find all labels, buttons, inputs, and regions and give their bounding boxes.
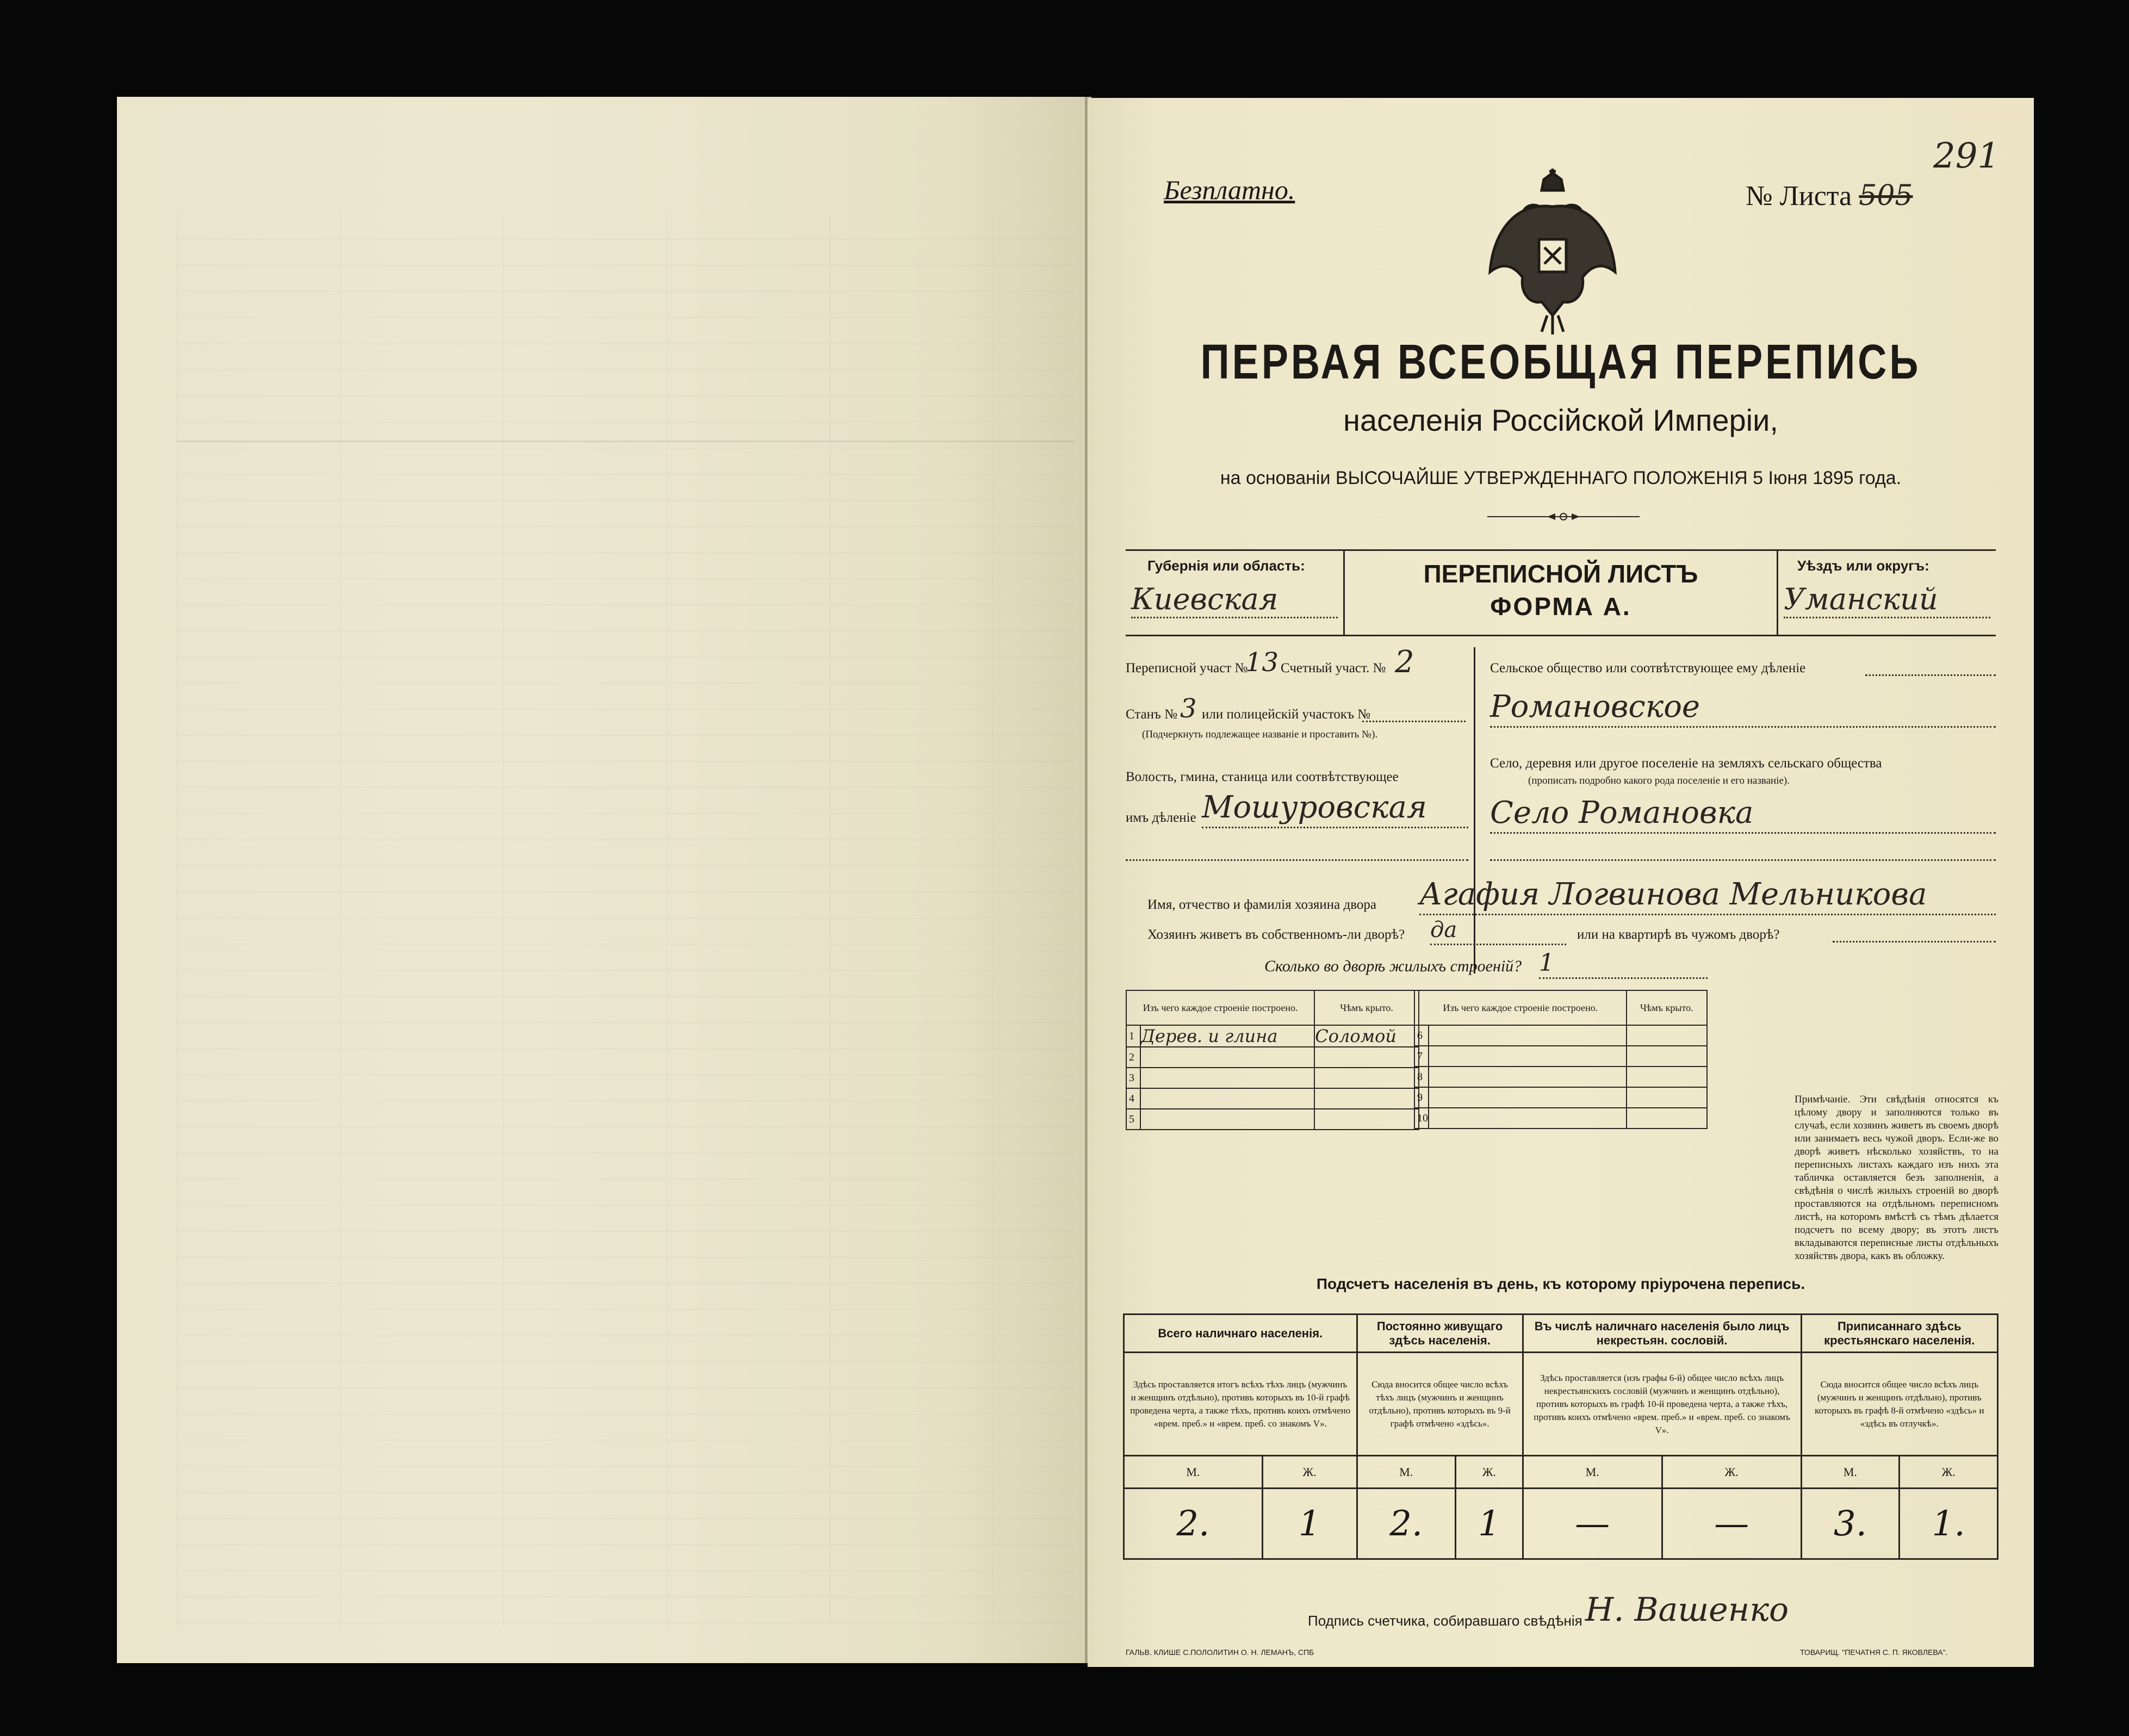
structure-row xyxy=(1414,1025,1707,1046)
structure-row xyxy=(1414,1108,1707,1129)
structure-material xyxy=(1140,1088,1314,1109)
female-label: Ж. xyxy=(1455,1456,1523,1489)
structure-roof xyxy=(1627,1046,1707,1067)
female-count: — xyxy=(1662,1489,1801,1559)
structure-roof xyxy=(1627,1108,1707,1129)
province-label: Губернія или область: xyxy=(1147,557,1305,574)
sheet-number-old: 505 xyxy=(1859,179,1913,212)
stan-label: Станъ № xyxy=(1126,707,1178,722)
structure-roof xyxy=(1627,1025,1707,1046)
signature-value: Н. Вашенко xyxy=(1585,1591,1789,1629)
structure-row xyxy=(1126,1088,1419,1109)
structure-row-number: 6 xyxy=(1414,1025,1429,1046)
own-yard-value: да xyxy=(1430,916,1566,945)
structure-material: Дерев. и глина xyxy=(1140,1025,1314,1047)
left-page xyxy=(117,97,1085,1663)
female-label: Ж. xyxy=(1262,1456,1357,1489)
structure-row-number: 9 xyxy=(1414,1087,1429,1108)
village-note: (прописать подробно какого рода поселеніе и его названіе). xyxy=(1528,775,1790,786)
structure-material xyxy=(1429,1108,1627,1129)
form-basis: на основаніи ВЫСОЧАЙШЕ УТВЕРЖДЕННАГО ПОЛОЖЕНІЯ 5 Іюня 1895 года. xyxy=(1220,468,1902,488)
structure-roof xyxy=(1314,1047,1419,1068)
archive-page-number: 291 xyxy=(1933,136,2000,176)
police-section-label: или полицейскій участокъ № xyxy=(1202,707,1371,722)
form-title: ПЕРВАЯ ВСЕОБЩАЯ ПЕРЕПИСЬ xyxy=(1200,335,1921,389)
structure-roof: Соломой xyxy=(1314,1025,1419,1047)
female-count: 1. xyxy=(1900,1489,1998,1559)
district-label: Уѣздъ или округъ: xyxy=(1797,557,1929,574)
police-section-line xyxy=(1362,721,1466,722)
structure-row-number: 10 xyxy=(1414,1108,1429,1129)
rent-line xyxy=(1833,941,1996,943)
census-section-label: Переписной участ № xyxy=(1126,661,1248,675)
structure-roof xyxy=(1314,1088,1419,1109)
structure-row xyxy=(1126,1047,1419,1068)
form-type-name: ФОРМА А. xyxy=(1490,592,1631,621)
female-label: Ж. xyxy=(1900,1456,1998,1489)
structure-row xyxy=(1414,1046,1707,1067)
stan-value: 3 xyxy=(1180,693,1197,724)
volost-label-1: Волость, гмина, станица или соотвѣтствующее xyxy=(1126,770,1399,784)
structures-col-material-2: Изъ чего каждое строеніе построено. xyxy=(1414,990,1627,1025)
structure-material xyxy=(1140,1109,1314,1130)
village-extra-line xyxy=(1490,859,1996,861)
population-col-header: Постоянно живущаго здѣсь населенія. xyxy=(1357,1315,1523,1353)
structures-note: Примѣчаніе. Эти свѣдѣнія относятся къ цѣлому двору и заполняются только въ случаѣ, если хозяинъ живетъ въ своемъ дворѣ или занимаетъ весь чужой дворъ. Если-же во дворѣ живетъ нѣсколько хозяйствъ, то на переписныхъ листахъ каждаго изъ нихъ эта табличка оставляется безъ заполненія, а свѣдѣнія о числѣ жилыхъ строеній во дворѣ проставляются на отдѣльномъ переписномъ листѣ, на которомъ вмѣстѣ съ тѣмъ дѣлается подсчетъ по всему двору; въ этотъ листъ вкладываются переписные листы отдѣльныхъ хозяйствъ двора, какъ въ обложку. xyxy=(1795,1094,1998,1262)
structure-row-number: 7 xyxy=(1414,1046,1429,1067)
rent-label: или на квартирѣ въ чужомъ дворѣ? xyxy=(1577,927,1780,942)
form-type-title: ПЕРЕПИСНОЙ ЛИСТЪ xyxy=(1423,560,1698,588)
buildings-value: 1 xyxy=(1539,949,1708,979)
volost-label-2: имъ дѣленіе xyxy=(1126,810,1196,825)
female-label: Ж. xyxy=(1662,1456,1801,1489)
society-label: Сельское общество или соотвѣтствующее ему дѣленіе xyxy=(1490,661,1806,675)
male-label: М. xyxy=(1124,1456,1263,1489)
structure-material xyxy=(1140,1068,1314,1088)
structures-col-roof: Чѣмъ крыто. xyxy=(1314,990,1419,1025)
population-col-desc: Сюда вносится общее число всѣхъ тѣхъ лицъ (мужчинъ и женщинъ отдѣльно), противъ которыхъ въ 9-й графѣ отмѣчено «здѣсь». xyxy=(1357,1353,1523,1456)
female-count: 1 xyxy=(1262,1489,1357,1559)
free-label: Безплатно. xyxy=(1164,175,1295,205)
village-label: Село, деревня или другое поселеніе на земляхъ сельскаго общества xyxy=(1490,756,1882,771)
structure-row-number: 4 xyxy=(1126,1088,1140,1109)
form-subtitle: населенія Россійской Имперіи, xyxy=(1343,403,1778,437)
structure-row xyxy=(1126,1025,1419,1047)
population-col-desc: Здѣсь проставляется (изъ графы 6-й) общее число всѣхъ лицъ некрестьянскихъ сословій (мужчинъ и женщинъ отдѣльно), противъ которыхъ въ графѣ 10-й проведена черта, а также тѣхъ, противъ коихъ отмѣчено «врем. преб.» и «врем. преб. со знакомъ V». xyxy=(1523,1353,1801,1456)
male-label: М. xyxy=(1523,1456,1662,1489)
structures-table-left xyxy=(1126,990,1419,1130)
male-count: — xyxy=(1523,1489,1662,1559)
structure-row xyxy=(1414,1067,1707,1087)
ornament-divider xyxy=(1482,511,1645,522)
structure-row xyxy=(1126,1109,1419,1130)
volost-extra-line xyxy=(1126,859,1468,861)
census-form-page xyxy=(1088,98,2034,1667)
footer-printer-left: ГАЛЬВ. КЛИШЕ С.ПОЛОЛИТИН О. Н. ЛЕМАНЪ, СПБ xyxy=(1126,1648,1314,1657)
population-table xyxy=(1123,1313,1998,1560)
male-label: М. xyxy=(1357,1456,1455,1489)
structure-row-number: 8 xyxy=(1414,1067,1429,1087)
population-col-header: Въ числѣ наличнаго населенія было лицъ некрестьян. сословій. xyxy=(1523,1315,1801,1353)
society-value: Романовское xyxy=(1490,688,1996,728)
structure-roof xyxy=(1627,1087,1707,1108)
structure-material xyxy=(1429,1087,1627,1108)
counting-section-label: Счетный участ. № xyxy=(1281,661,1386,675)
structures-col-material: Изъ чего каждое строеніе построено. xyxy=(1126,990,1314,1025)
structures-col-roof-2: Чѣмъ крыто. xyxy=(1627,990,1707,1025)
own-yard-label: Хозяинъ живетъ въ собственномъ-ли дворѣ? xyxy=(1147,927,1405,942)
imperial-eagle-icon xyxy=(1482,169,1623,343)
owner-name-label: Имя, отчество и фамилія хозяина двора xyxy=(1147,897,1376,912)
population-title: Подсчетъ населенія въ день, къ которому пріурочена перепись. xyxy=(1316,1275,1805,1292)
owner-name-value: Агафия Логвинова Мельникова xyxy=(1419,876,1996,915)
structure-row xyxy=(1126,1068,1419,1088)
bleed-through-grid xyxy=(177,214,1074,1628)
structure-row-number: 3 xyxy=(1126,1068,1140,1088)
structure-row-number: 2 xyxy=(1126,1047,1140,1068)
buildings-label: Сколько во дворѣ жилыхъ строеній? xyxy=(1264,957,1522,975)
counting-section-value: 2 xyxy=(1395,644,1414,680)
sheet-number xyxy=(1746,179,1913,212)
structure-material xyxy=(1429,1067,1627,1087)
population-col-header: Приписаннаго здѣсь крестьянскаго населенія. xyxy=(1801,1315,1997,1353)
male-count: 2. xyxy=(1357,1489,1455,1559)
population-col-desc: Сюда вносится общее число всѣхъ лицъ (мужчинъ и женщинъ отдѣльно), противъ которыхъ въ графѣ 8-й отмѣчено «здѣсь» и «здѣсь въ отлучкѣ». xyxy=(1801,1353,1997,1456)
province-value: Киевская xyxy=(1131,582,1338,618)
male-count: 3. xyxy=(1801,1489,1900,1559)
structure-roof xyxy=(1314,1109,1419,1130)
male-count: 2. xyxy=(1124,1489,1263,1559)
population-col-desc: Здѣсь проставляется итогъ всѣхъ тѣхъ лицъ (мужчинъ и женщинъ отдѣльно), противъ которыхъ въ 10-й графѣ проведена черта, а также тѣхъ, противъ коихъ отмѣчено «врем. преб.» и «врем. преб. со знакомъ V». xyxy=(1124,1353,1357,1456)
signature-label: Подпись счетчика, собиравшаго свѣдѣнія xyxy=(1308,1613,1582,1629)
female-count: 1 xyxy=(1455,1489,1523,1559)
structure-row-number: 5 xyxy=(1126,1109,1140,1130)
footer-printer-right: ТОВАРИЩ. "ПЕЧАТНЯ С. П. ЯКОВЛЕВА". xyxy=(1800,1648,1948,1657)
volost-value: Мошуровская xyxy=(1202,789,1468,828)
structure-material xyxy=(1429,1046,1627,1067)
stan-note: (Подчеркнуть подлежащее названіе и проставить №). xyxy=(1142,729,1378,740)
structure-row-number: 1 xyxy=(1126,1025,1140,1047)
census-section-value: 13 xyxy=(1245,647,1279,678)
village-value: Село Романовка xyxy=(1490,794,1996,834)
structures-table-right xyxy=(1414,990,1708,1129)
form-type-box xyxy=(1343,549,1778,636)
population-col-header: Всего наличнаго населенія. xyxy=(1124,1315,1357,1353)
sheet-number-label: № Листа xyxy=(1746,181,1852,212)
society-line xyxy=(1865,674,1996,676)
district-value: Уманский xyxy=(1784,582,1990,618)
structure-roof xyxy=(1627,1067,1707,1087)
male-label: М. xyxy=(1801,1456,1900,1489)
structure-material xyxy=(1429,1025,1627,1046)
structure-material xyxy=(1140,1047,1314,1068)
structure-roof xyxy=(1314,1068,1419,1088)
structure-row xyxy=(1414,1087,1707,1108)
